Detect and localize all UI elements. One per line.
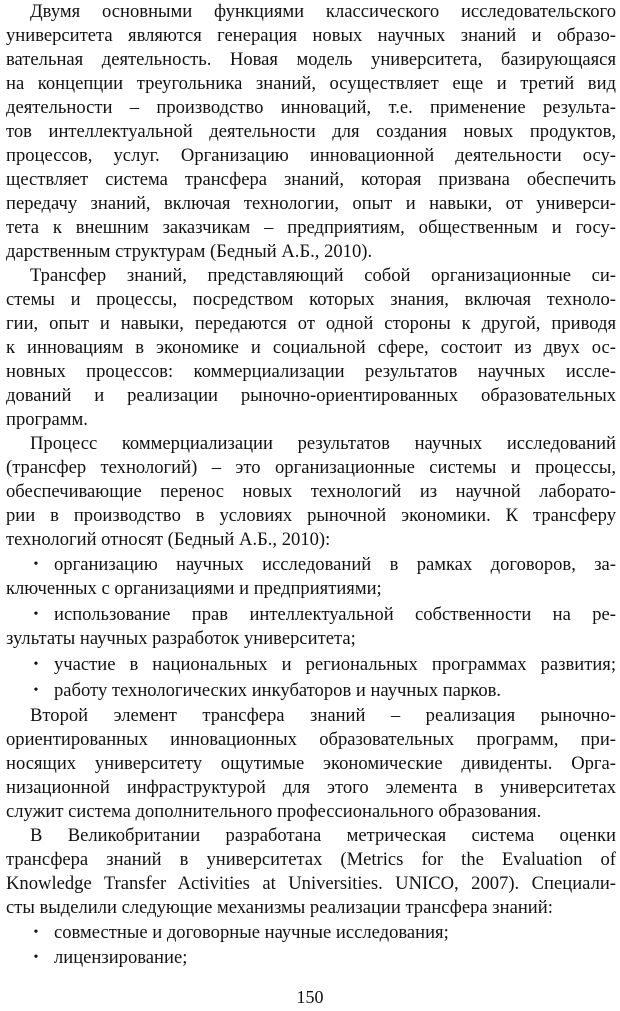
list-item: работу технологических инкубаторов и научных парков. (54, 680, 502, 701)
text-line: тов интеллектуальной деятельности для создания новых продуктов, (6, 121, 616, 142)
text-line: трансфера знаний в университетах (Metrics for the Evaluation of (6, 849, 616, 870)
text-line: Двумя основными функциями классического исследовательского (30, 1, 616, 22)
text-line: гии, опыт и навыки, передаются от одной стороны к другой, приводя (6, 313, 616, 334)
text-line: технологий относят (Бедный А.Б., 2010): (6, 529, 331, 550)
text-line: программ. (6, 409, 88, 430)
text-line: дований и реализации рыночно-ориентированных образовательных (6, 385, 616, 406)
bullet-icon: • (33, 925, 39, 940)
text-line: служит система дополнительного профессионального образования. (6, 801, 542, 822)
text-line: деятельности – производство инноваций, т.е. применение результа- (6, 97, 616, 118)
text-line: рии в производство в условиях рыночной экономики. К трансферу (6, 505, 616, 526)
text-line: Трансфер знаний, представляющий собой организационные си- (30, 265, 616, 286)
bullet-icon: • (33, 950, 39, 965)
list-item: совместные и договорные научные исследования; (54, 922, 449, 943)
bullet-icon: • (33, 607, 39, 622)
list-item: лицензирование; (54, 947, 188, 968)
bullet-icon: • (33, 657, 39, 672)
text-line: стемы и процессы, посредством которых знания, включая техноло- (6, 289, 616, 310)
text-line: Процесс коммерциализации результатов научных исследований (30, 433, 616, 454)
page-number: 150 (296, 987, 324, 1007)
text-line: Второй элемент трансфера знаний – реализация рыночно- (30, 705, 616, 726)
text-line: вательная деятельность. Новая модель университета, базирующаяся (6, 49, 616, 70)
text-line: низационной инфраструктурой для этого элемента в университетах (6, 777, 616, 798)
list-item: участие в национальных и региональных программах развития; (54, 654, 616, 675)
text-line: новных процессов: коммерциализации результатов научных иссле- (6, 361, 616, 382)
text-line: носящих университету ощутимые экономические дивиденты. Орга- (6, 753, 616, 774)
text-line: университета являются генерация новых научных знаний и образо- (6, 25, 616, 46)
text-line: ществляет система трансфера знаний, которая призвана обеспечить (6, 169, 616, 190)
text-line: процессов, услуг. Организацию инновационной деятельности осу- (6, 145, 616, 166)
text-line: сты выделили следующие механизмы реализации трансфера знаний: (6, 897, 553, 918)
list-item-continuation: зультаты научных разработок университета; (6, 628, 356, 649)
list-item-continuation: ключенных с организациями и предприятиями; (6, 578, 382, 599)
text-line: на концепции треугольника знаний, осуществляет еще и третий вид (6, 73, 616, 94)
bullet-icon: • (33, 683, 39, 698)
list-item: использование прав интеллектуальной собственности на ре- (54, 604, 616, 625)
text-line: ориентированных инновационных образовательных программ, при- (6, 729, 616, 750)
text-line: В Великобритании разработана метрическая система оценки (30, 825, 616, 846)
bullet-icon: • (33, 557, 39, 572)
list-item: организацию научных исследований в рамках договоров, за- (54, 554, 616, 575)
text-line: Knowledge Transfer Activities at Universities. UNICO, 2007). Специали- (6, 873, 616, 894)
text-line: передачу знаний, включая технологии, опыт и навыки, от универси- (6, 193, 616, 214)
text-line: тета к внешним заказчикам – предприятиям, общественным и госу- (6, 217, 616, 238)
text-line: к инновациям в экономике и социальной сфере, состоит из двух ос- (6, 337, 616, 358)
text-line: дарственным структурам (Бедный А.Б., 2010). (6, 241, 373, 262)
text-line: обеспечивающие перенос новых технологий из научной лаборато- (6, 481, 616, 502)
text-line: (трансфер технологий) – это организационные системы и процессы, (6, 457, 616, 478)
